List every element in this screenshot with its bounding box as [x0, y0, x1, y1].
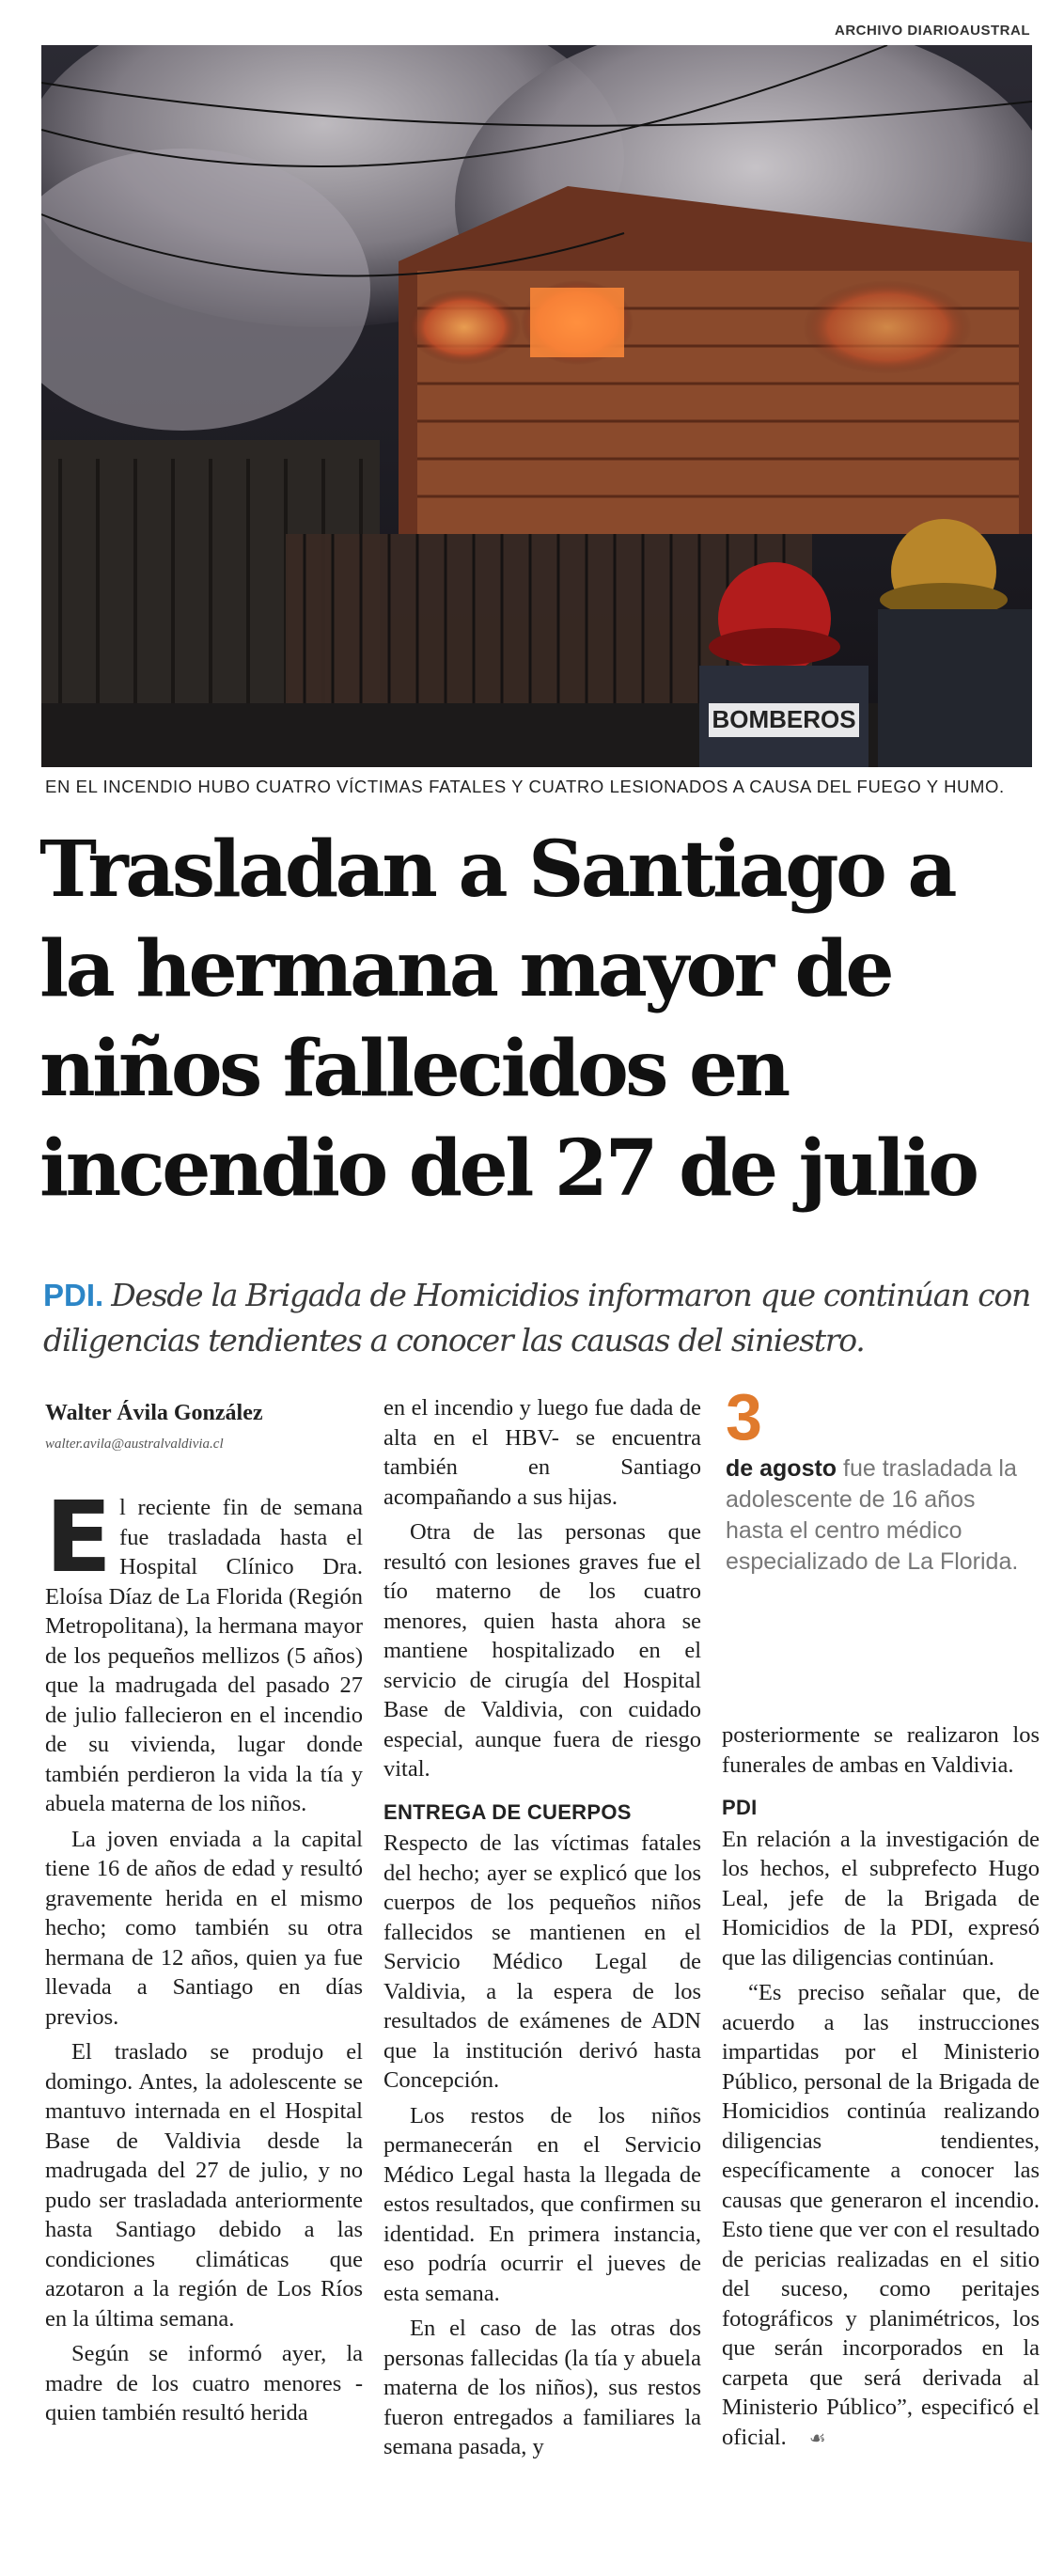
helmet-label: BOMBEROS — [712, 705, 856, 733]
paragraph: Según se informó ayer, la madre de los cuatro menores -quien también resultó herida — [45, 2341, 363, 2426]
deck — [43, 1273, 1040, 1363]
drop-cap: E — [45, 1480, 113, 1594]
paragraph: Otra de las personas que resultó con lesiones graves fue el tío materno de los cuatro menores, quien hasta ahora se mantiene hospitalizado en el servicio de cirugía del Hospital Base de Valdivia, con cuidado especial, aunque fuera de riesgo vital. — [383, 1519, 701, 1782]
paragraph: En el caso de las otras dos personas fallecidas (la tía y abuela materna de los niños), sus restos fueron entregados a familiares la semana pasada, y — [383, 2316, 701, 2459]
paragraph — [722, 1978, 1040, 2453]
deck-tag: PDI. — [43, 1278, 104, 1312]
headline-line: niños fallecidos en — [39, 1024, 788, 1114]
paragraph-text: l reciente fin de semana fue trasladada hasta el Hospital Clínico Dra. Eloísa Díaz de La Florida (Región Metropolitana), la hermana mayor de los pequeños mellizos (5 años) que la madrugada del pasado 27 de julio fallecieron en el incendio de su vivienda, lugar donde también perdieron la vida la tía y abuela materna de los niños. — [45, 1495, 363, 1816]
subhead-entrega: ENTREGA DE CUERPOS — [383, 1799, 632, 1824]
headline — [39, 820, 1045, 1218]
paragraph: posteriormente se realizaron los funerales de ambas en Valdivia. — [722, 1722, 1040, 1778]
paragraph: Respecto de las víctimas fatales del hecho; ayer se explicó que los cuerpos de los pequeños niños fallecidos se mantienen en el Servicio Médico Legal de Valdivia, a la espera de los resultados de exámenes de ADN que la institución derivó hasta Concepción. — [383, 1830, 701, 2093]
paragraph: Los restos de los niños permanecerán en el Servicio Médico Legal hasta la llegada de estos resultados, que confirmen su identidad. En primera instancia, eso podría ocurrir el jueves de esta semana. — [383, 2102, 701, 2306]
headline-line: incendio del 27 de julio — [39, 1123, 977, 1214]
fire-scene-image — [41, 45, 1032, 767]
article-column-3 — [722, 1720, 1040, 2458]
fact-bold: de agosto — [726, 1455, 837, 1482]
byline: Walter Ávila González — [45, 1401, 263, 1425]
paragraph: en el incendio y luego fue dada de alta en el HBV- se encuentra también en Santiago acompañando a sus hijas. — [383, 1395, 701, 1510]
article-column-2 — [383, 1393, 701, 2468]
paragraph: El traslado se produjo el domingo. Antes, la adolescente se mantuvo internada en el Hospital Base de Valdivia desde la madrugada del 27 de julio, y no pudo ser trasladada anteriormente hasta Santiago debido a las condiciones climáticas que azotaron a la región de Los Ríos en la última semana. — [45, 2039, 363, 2332]
end-mark-icon: ☙ — [808, 2426, 826, 2449]
subhead-pdi: PDI — [722, 1796, 758, 1819]
article-column-1 — [45, 1480, 363, 2434]
headline-line: la hermana mayor de — [39, 924, 892, 1014]
paragraph: La joven enviada a la capital tiene 16 de años de edad y resultó gravemente herida en el mismo hecho; como también su otra hermana de 12 años, quien ya fue llevada a Santiago en días previos. — [45, 1826, 363, 2030]
photo-credit: ARCHIVO DIARIOAUSTRAL — [835, 23, 1030, 39]
fact-body: fue trasladada la adolescente de 16 años hasta el centro médico especializado de La Florida. — [726, 1455, 1019, 1575]
author-email: walter.avila@australvaldivia.cl — [45, 1437, 224, 1452]
fact-number: 3 — [726, 1380, 762, 1453]
quote-text: “Es preciso señalar que, de acuerdo a las instrucciones impartidas por el Ministerio Público, personal de la Brigada de Homicidios continúa realizando diligencias tendientes, específicamente a conocer las causas que generaron el incendio. Esto tiene que ver con el resultado de pericias realizadas en el sitio del suceso, como peritajes fotográficos y planimétricos, los que serán incorporados en la carpeta que será derivada al Ministerio Público”, especificó el oficial. — [722, 1980, 1040, 2450]
paragraph — [45, 1480, 363, 1819]
paragraph: En relación a la investigación de los hechos, el subprefecto Hugo Leal, jefe de la Brigada de Homicidios de la PDI, expresó que las diligencias continúan. — [722, 1826, 1040, 1971]
fact-text — [726, 1453, 1036, 1578]
news-photo — [41, 45, 1032, 767]
headline-line: Trasladan a Santiago a — [39, 825, 954, 915]
fact-box — [726, 1380, 1036, 1578]
photo-caption: EN EL INCENDIO HUBO CUATRO VÍCTIMAS FATALES Y CUATRO LESIONADOS A CAUSA DEL FUEGO Y HUMO. — [45, 777, 1005, 796]
deck-text: Desde la Brigada de Homicidios informaron que continúan con diligencias tendientes a conocer las causas del siniestro. — [43, 1277, 1030, 1359]
